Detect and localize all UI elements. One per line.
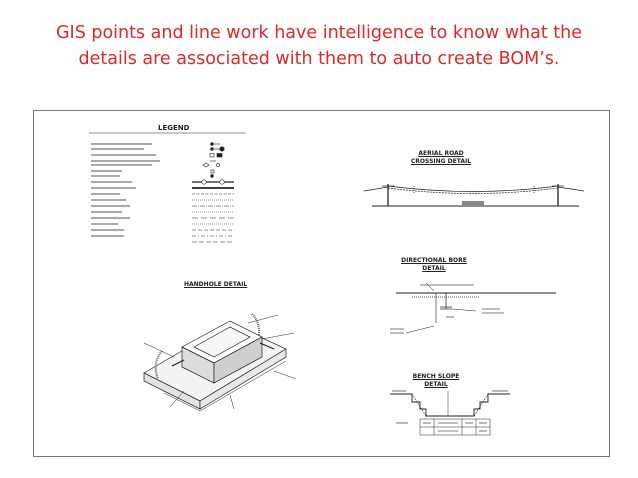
directional-bore-title — [396, 257, 472, 273]
legend-description-lines — [91, 144, 160, 236]
bore-title-line-1: DIRECTIONAL BORE — [401, 257, 467, 264]
slide-title — [40, 20, 598, 72]
construction-detail-sheet — [33, 110, 610, 457]
legend-title: LEGEND — [158, 124, 190, 132]
bench-slope-table — [420, 419, 490, 435]
legend-box — [89, 133, 246, 242]
bench-title-line-2: DETAIL — [424, 381, 448, 388]
bore-title-line-2: DETAIL — [422, 265, 446, 272]
handhole-drawing — [144, 314, 296, 411]
aerial-road-crossing-title — [406, 150, 476, 166]
detail-drawing — [34, 111, 609, 456]
bench-slope-drawing — [390, 391, 510, 435]
handhole-detail-title: HANDHOLE DETAIL — [184, 281, 248, 288]
aerial-road-crossing-drawing — [364, 184, 584, 206]
legend-symbols — [192, 143, 234, 242]
slide-title-line-1: GIS points and line work have intelligence to know what the — [55, 23, 583, 43]
aerial-title-line-2: CROSSING DETAIL — [410, 158, 472, 165]
bench-title-line-1: BENCH SLOPE — [412, 373, 460, 380]
bench-slope-title — [406, 373, 466, 389]
slide-title-line-2: details are associated with them to auto create BOM’s. — [78, 49, 560, 69]
aerial-title-line-1: AERIAL ROAD — [418, 150, 464, 157]
directional-bore-drawing — [390, 283, 556, 333]
